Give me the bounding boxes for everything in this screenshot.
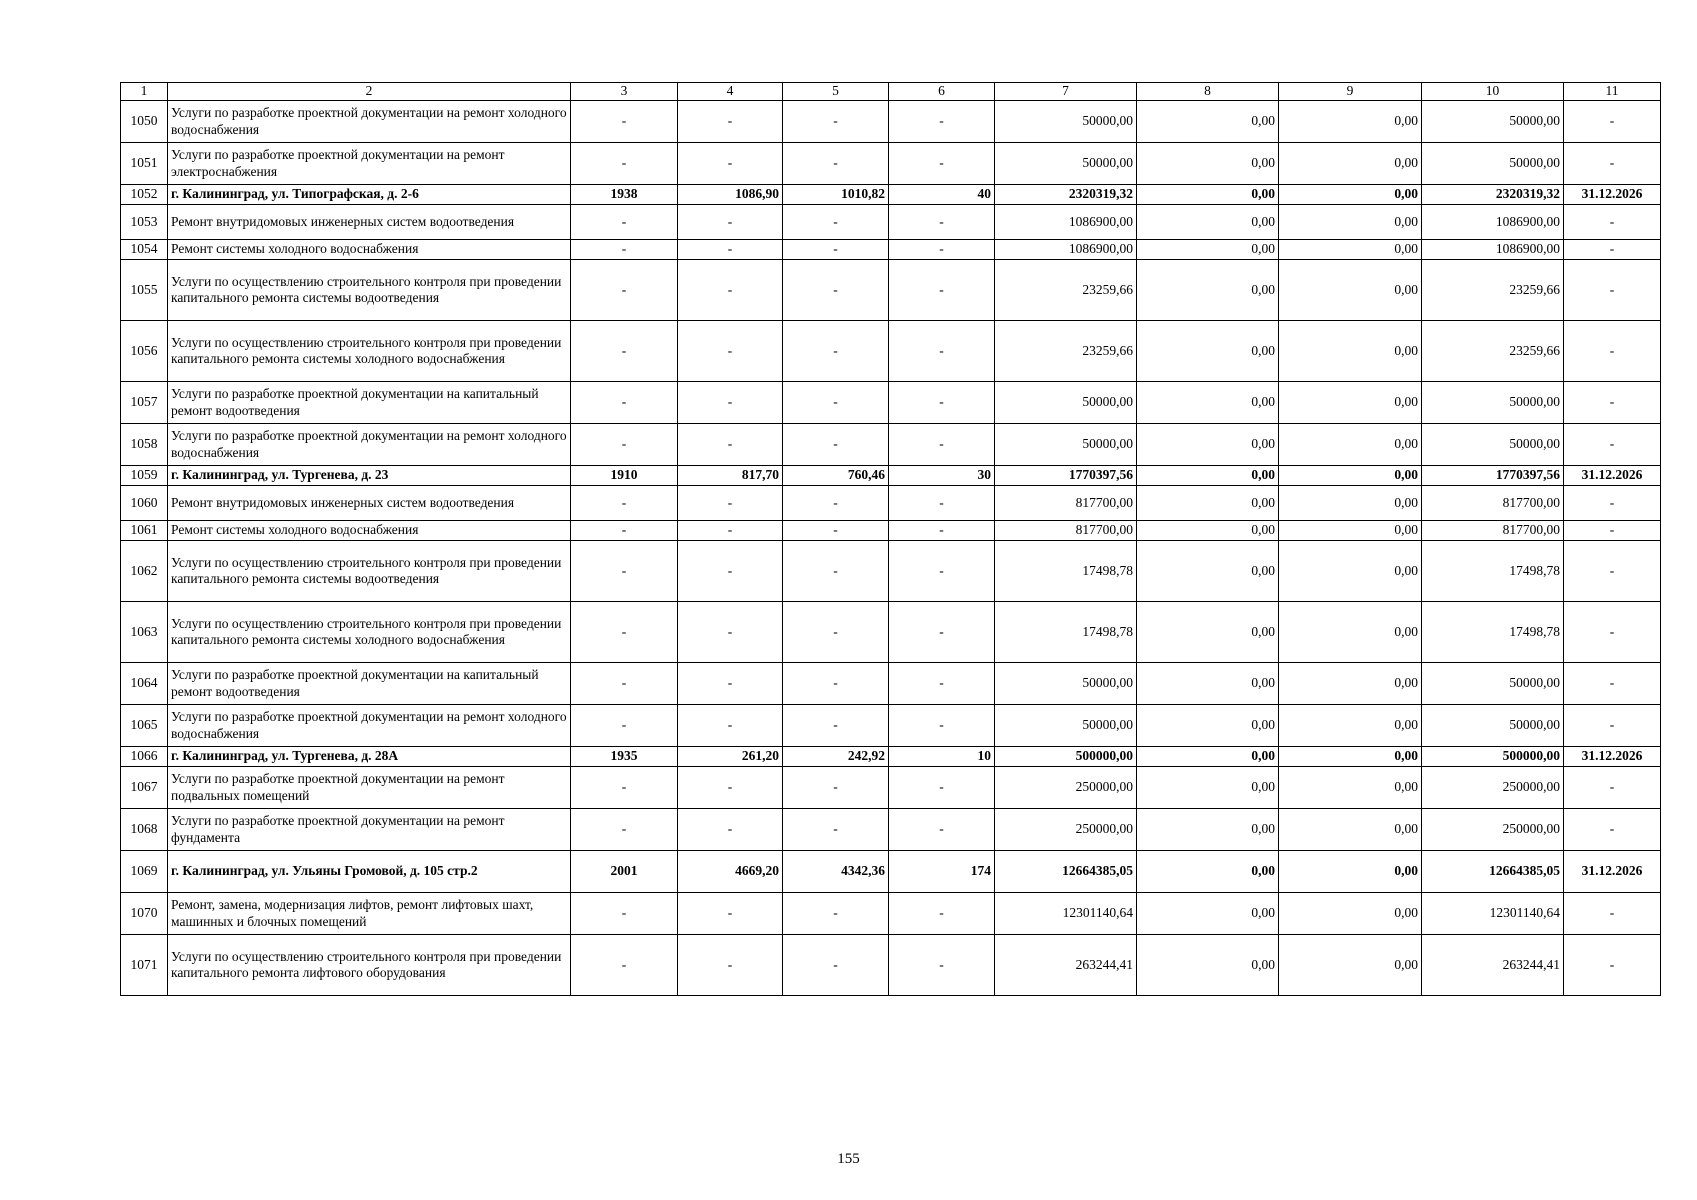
cell-col-10: 50000,00 bbox=[1422, 663, 1564, 705]
cell-col-4: - bbox=[678, 541, 783, 602]
work-description: Услуги по разработке проектной документации на ремонт холодного водоснабжения bbox=[168, 705, 571, 747]
cell-col-10: 50000,00 bbox=[1422, 424, 1564, 466]
column-header: 6 bbox=[889, 83, 995, 101]
cell-col-10: 50000,00 bbox=[1422, 101, 1564, 143]
cell-col-8: 0,00 bbox=[1137, 935, 1279, 996]
cell-col-8: 0,00 bbox=[1137, 747, 1279, 767]
cell-col-6: - bbox=[889, 521, 995, 541]
work-row bbox=[121, 321, 1661, 382]
cell-col-6: - bbox=[889, 143, 995, 185]
cell-col-3: - bbox=[571, 424, 678, 466]
cell-col-3: - bbox=[571, 260, 678, 321]
cell-col-5: - bbox=[783, 321, 889, 382]
work-description: г. Калининград, ул. Тургенева, д. 28А bbox=[168, 747, 571, 767]
cell-col-3: - bbox=[571, 541, 678, 602]
cell-col-8: 0,00 bbox=[1137, 851, 1279, 893]
row-number: 1065 bbox=[121, 705, 168, 747]
cell-col-10: 50000,00 bbox=[1422, 143, 1564, 185]
column-header: 8 bbox=[1137, 83, 1279, 101]
cell-col-11: - bbox=[1564, 260, 1661, 321]
cell-col-9: 0,00 bbox=[1279, 602, 1422, 663]
cell-col-3: 1935 bbox=[571, 747, 678, 767]
work-row bbox=[121, 382, 1661, 424]
cell-col-10: 17498,78 bbox=[1422, 541, 1564, 602]
cell-col-10: 817700,00 bbox=[1422, 521, 1564, 541]
work-description: Услуги по разработке проектной документации на ремонт электроснабжения bbox=[168, 143, 571, 185]
work-description: г. Калининград, ул. Тургенева, д. 23 bbox=[168, 466, 571, 486]
cell-col-4: - bbox=[678, 205, 783, 240]
cell-col-5: - bbox=[783, 205, 889, 240]
cell-col-11: - bbox=[1564, 705, 1661, 747]
cell-col-8: 0,00 bbox=[1137, 185, 1279, 205]
cell-col-4: - bbox=[678, 424, 783, 466]
cell-col-10: 12301140,64 bbox=[1422, 893, 1564, 935]
cell-col-10: 17498,78 bbox=[1422, 602, 1564, 663]
cell-col-9: 0,00 bbox=[1279, 466, 1422, 486]
cell-col-10: 500000,00 bbox=[1422, 747, 1564, 767]
cell-col-8: 0,00 bbox=[1137, 260, 1279, 321]
address-row bbox=[121, 747, 1661, 767]
cell-col-3: - bbox=[571, 521, 678, 541]
work-description: Ремонт внутридомовых инженерных систем водоотведения bbox=[168, 486, 571, 521]
cell-col-3: - bbox=[571, 935, 678, 996]
cell-col-3: - bbox=[571, 663, 678, 705]
work-row bbox=[121, 101, 1661, 143]
cell-col-11: - bbox=[1564, 101, 1661, 143]
cell-col-8: 0,00 bbox=[1137, 424, 1279, 466]
cell-col-9: 0,00 bbox=[1279, 541, 1422, 602]
cell-col-4: - bbox=[678, 486, 783, 521]
cell-col-8: 0,00 bbox=[1137, 541, 1279, 602]
cell-col-8: 0,00 bbox=[1137, 893, 1279, 935]
cell-col-7: 263244,41 bbox=[995, 935, 1137, 996]
cell-col-7: 1086900,00 bbox=[995, 205, 1137, 240]
column-header: 7 bbox=[995, 83, 1137, 101]
work-description: г. Калининград, ул. Типографская, д. 2-6 bbox=[168, 185, 571, 205]
cell-col-7: 50000,00 bbox=[995, 424, 1137, 466]
cell-col-5: - bbox=[783, 101, 889, 143]
address-row bbox=[121, 185, 1661, 205]
work-row bbox=[121, 240, 1661, 260]
work-description: Услуги по разработке проектной документации на ремонт холодного водоснабжения bbox=[168, 101, 571, 143]
work-row bbox=[121, 541, 1661, 602]
cell-col-6: - bbox=[889, 809, 995, 851]
cell-col-9: 0,00 bbox=[1279, 851, 1422, 893]
address-row bbox=[121, 851, 1661, 893]
work-row bbox=[121, 663, 1661, 705]
cell-col-11: 31.12.2026 bbox=[1564, 851, 1661, 893]
cell-col-6: - bbox=[889, 663, 995, 705]
cell-col-9: 0,00 bbox=[1279, 809, 1422, 851]
cell-col-11: - bbox=[1564, 809, 1661, 851]
work-row bbox=[121, 705, 1661, 747]
work-description: Услуги по осуществлению строительного контроля при проведении капитального ремонта системы водоотведения bbox=[168, 260, 571, 321]
cell-col-5: - bbox=[783, 521, 889, 541]
cell-col-8: 0,00 bbox=[1137, 602, 1279, 663]
cell-col-8: 0,00 bbox=[1137, 486, 1279, 521]
cell-col-5: - bbox=[783, 424, 889, 466]
cell-col-5: 760,46 bbox=[783, 466, 889, 486]
cell-col-11: - bbox=[1564, 143, 1661, 185]
work-description: Ремонт системы холодного водоснабжения bbox=[168, 521, 571, 541]
cell-col-9: 0,00 bbox=[1279, 935, 1422, 996]
cell-col-3: - bbox=[571, 101, 678, 143]
work-description: г. Калининград, ул. Ульяны Громовой, д. 105 стр.2 bbox=[168, 851, 571, 893]
cell-col-6: 174 bbox=[889, 851, 995, 893]
work-row bbox=[121, 424, 1661, 466]
cell-col-5: 1010,82 bbox=[783, 185, 889, 205]
cell-col-10: 23259,66 bbox=[1422, 321, 1564, 382]
cell-col-9: 0,00 bbox=[1279, 382, 1422, 424]
cell-col-4: 817,70 bbox=[678, 466, 783, 486]
cell-col-5: 242,92 bbox=[783, 747, 889, 767]
column-header: 2 bbox=[168, 83, 571, 101]
cell-col-7: 17498,78 bbox=[995, 602, 1137, 663]
cell-col-11: 31.12.2026 bbox=[1564, 747, 1661, 767]
cell-col-10: 50000,00 bbox=[1422, 705, 1564, 747]
cell-col-6: - bbox=[889, 240, 995, 260]
column-header: 11 bbox=[1564, 83, 1661, 101]
cell-col-4: - bbox=[678, 521, 783, 541]
cell-col-5: - bbox=[783, 767, 889, 809]
cell-col-5: - bbox=[783, 240, 889, 260]
cell-col-4: - bbox=[678, 663, 783, 705]
column-header: 3 bbox=[571, 83, 678, 101]
cell-col-5: - bbox=[783, 705, 889, 747]
row-number: 1059 bbox=[121, 466, 168, 486]
cell-col-7: 12301140,64 bbox=[995, 893, 1137, 935]
cell-col-8: 0,00 bbox=[1137, 321, 1279, 382]
cell-col-7: 1086900,00 bbox=[995, 240, 1137, 260]
cell-col-5: 4342,36 bbox=[783, 851, 889, 893]
cell-col-4: - bbox=[678, 321, 783, 382]
cell-col-7: 50000,00 bbox=[995, 705, 1137, 747]
cell-col-11: - bbox=[1564, 663, 1661, 705]
cell-col-6: - bbox=[889, 101, 995, 143]
cell-col-9: 0,00 bbox=[1279, 521, 1422, 541]
cell-col-8: 0,00 bbox=[1137, 382, 1279, 424]
cell-col-8: 0,00 bbox=[1137, 466, 1279, 486]
work-row bbox=[121, 521, 1661, 541]
work-description: Ремонт системы холодного водоснабжения bbox=[168, 240, 571, 260]
cell-col-4: - bbox=[678, 893, 783, 935]
cell-col-8: 0,00 bbox=[1137, 663, 1279, 705]
cell-col-7: 2320319,32 bbox=[995, 185, 1137, 205]
cell-col-3: - bbox=[571, 705, 678, 747]
row-number: 1071 bbox=[121, 935, 168, 996]
cell-col-11: - bbox=[1564, 321, 1661, 382]
cell-col-7: 50000,00 bbox=[995, 382, 1137, 424]
cell-col-6: - bbox=[889, 705, 995, 747]
row-number: 1068 bbox=[121, 809, 168, 851]
cell-col-10: 12664385,05 bbox=[1422, 851, 1564, 893]
cell-col-4: - bbox=[678, 260, 783, 321]
cell-col-3: - bbox=[571, 143, 678, 185]
cell-col-3: 1910 bbox=[571, 466, 678, 486]
work-description: Услуги по разработке проектной документации на ремонт холодного водоснабжения bbox=[168, 424, 571, 466]
cell-col-9: 0,00 bbox=[1279, 767, 1422, 809]
row-number: 1064 bbox=[121, 663, 168, 705]
cell-col-5: - bbox=[783, 602, 889, 663]
cell-col-8: 0,00 bbox=[1137, 767, 1279, 809]
cell-col-6: - bbox=[889, 205, 995, 240]
cell-col-4: - bbox=[678, 602, 783, 663]
row-number: 1054 bbox=[121, 240, 168, 260]
row-number: 1067 bbox=[121, 767, 168, 809]
column-number-row bbox=[121, 83, 1661, 101]
cell-col-6: - bbox=[889, 321, 995, 382]
cell-col-4: - bbox=[678, 705, 783, 747]
cell-col-11: - bbox=[1564, 424, 1661, 466]
cell-col-9: 0,00 bbox=[1279, 205, 1422, 240]
cell-col-6: 30 bbox=[889, 466, 995, 486]
work-row bbox=[121, 205, 1661, 240]
cell-col-8: 0,00 bbox=[1137, 143, 1279, 185]
work-description: Ремонт внутридомовых инженерных систем водоотведения bbox=[168, 205, 571, 240]
row-number: 1052 bbox=[121, 185, 168, 205]
work-description: Услуги по разработке проектной документации на ремонт подвальных помещений bbox=[168, 767, 571, 809]
cell-col-7: 17498,78 bbox=[995, 541, 1137, 602]
cell-col-9: 0,00 bbox=[1279, 143, 1422, 185]
column-header: 1 bbox=[121, 83, 168, 101]
cell-col-6: - bbox=[889, 602, 995, 663]
work-row bbox=[121, 602, 1661, 663]
cell-col-4: - bbox=[678, 240, 783, 260]
cell-col-7: 500000,00 bbox=[995, 747, 1137, 767]
cell-col-5: - bbox=[783, 809, 889, 851]
work-row bbox=[121, 893, 1661, 935]
column-header: 4 bbox=[678, 83, 783, 101]
cell-col-4: - bbox=[678, 935, 783, 996]
cell-col-7: 250000,00 bbox=[995, 809, 1137, 851]
cell-col-10: 1086900,00 bbox=[1422, 240, 1564, 260]
row-number: 1063 bbox=[121, 602, 168, 663]
cell-col-10: 50000,00 bbox=[1422, 382, 1564, 424]
cell-col-7: 23259,66 bbox=[995, 260, 1137, 321]
work-description: Услуги по осуществлению строительного контроля при проведении капитального ремонта системы водоотведения bbox=[168, 541, 571, 602]
cell-col-11: - bbox=[1564, 893, 1661, 935]
cell-col-6: - bbox=[889, 935, 995, 996]
cell-col-9: 0,00 bbox=[1279, 260, 1422, 321]
column-header: 5 bbox=[783, 83, 889, 101]
row-number: 1053 bbox=[121, 205, 168, 240]
cell-col-8: 0,00 bbox=[1137, 809, 1279, 851]
cell-col-3: - bbox=[571, 382, 678, 424]
cell-col-6: 10 bbox=[889, 747, 995, 767]
cell-col-9: 0,00 bbox=[1279, 240, 1422, 260]
cell-col-9: 0,00 bbox=[1279, 663, 1422, 705]
cell-col-8: 0,00 bbox=[1137, 705, 1279, 747]
cell-col-10: 1770397,56 bbox=[1422, 466, 1564, 486]
work-row bbox=[121, 935, 1661, 996]
cell-col-11: - bbox=[1564, 382, 1661, 424]
cell-col-6: - bbox=[889, 260, 995, 321]
cell-col-11: - bbox=[1564, 521, 1661, 541]
page-number: 155 bbox=[837, 1151, 860, 1167]
cell-col-9: 0,00 bbox=[1279, 705, 1422, 747]
work-description: Услуги по осуществлению строительного контроля при проведении капитального ремонта системы холодного водоснабжения bbox=[168, 602, 571, 663]
cell-col-11: - bbox=[1564, 486, 1661, 521]
cell-col-11: - bbox=[1564, 541, 1661, 602]
cell-col-6: - bbox=[889, 424, 995, 466]
work-description: Ремонт, замена, модернизация лифтов, ремонт лифтовых шахт, машинных и блочных помещений bbox=[168, 893, 571, 935]
cell-col-6: - bbox=[889, 893, 995, 935]
work-row bbox=[121, 143, 1661, 185]
cell-col-7: 817700,00 bbox=[995, 486, 1137, 521]
cell-col-3: - bbox=[571, 486, 678, 521]
row-number: 1062 bbox=[121, 541, 168, 602]
cell-col-3: 2001 bbox=[571, 851, 678, 893]
work-description: Услуги по разработке проектной документации на ремонт фундамента bbox=[168, 809, 571, 851]
cell-col-4: - bbox=[678, 767, 783, 809]
cell-col-3: - bbox=[571, 321, 678, 382]
cell-col-4: - bbox=[678, 809, 783, 851]
cell-col-10: 263244,41 bbox=[1422, 935, 1564, 996]
cell-col-11: - bbox=[1564, 205, 1661, 240]
cell-col-5: - bbox=[783, 143, 889, 185]
cell-col-4: - bbox=[678, 382, 783, 424]
cell-col-5: - bbox=[783, 260, 889, 321]
work-description: Услуги по разработке проектной документации на капитальный ремонт водоотведения bbox=[168, 382, 571, 424]
cell-col-3: - bbox=[571, 240, 678, 260]
cell-col-10: 250000,00 bbox=[1422, 767, 1564, 809]
cell-col-7: 817700,00 bbox=[995, 521, 1137, 541]
row-number: 1069 bbox=[121, 851, 168, 893]
column-header: 9 bbox=[1279, 83, 1422, 101]
row-number: 1057 bbox=[121, 382, 168, 424]
cell-col-3: 1938 bbox=[571, 185, 678, 205]
cell-col-5: - bbox=[783, 663, 889, 705]
cell-col-5: - bbox=[783, 893, 889, 935]
cell-col-10: 1086900,00 bbox=[1422, 205, 1564, 240]
cell-col-10: 2320319,32 bbox=[1422, 185, 1564, 205]
cell-col-4: 261,20 bbox=[678, 747, 783, 767]
cell-col-9: 0,00 bbox=[1279, 486, 1422, 521]
row-number: 1066 bbox=[121, 747, 168, 767]
repair-schedule-table bbox=[120, 82, 1661, 996]
row-number: 1051 bbox=[121, 143, 168, 185]
cell-col-11: - bbox=[1564, 602, 1661, 663]
cell-col-3: - bbox=[571, 602, 678, 663]
work-row bbox=[121, 486, 1661, 521]
cell-col-7: 50000,00 bbox=[995, 101, 1137, 143]
cell-col-3: - bbox=[571, 205, 678, 240]
cell-col-5: - bbox=[783, 541, 889, 602]
cell-col-11: 31.12.2026 bbox=[1564, 185, 1661, 205]
cell-col-10: 250000,00 bbox=[1422, 809, 1564, 851]
cell-col-4: - bbox=[678, 143, 783, 185]
cell-col-7: 250000,00 bbox=[995, 767, 1137, 809]
cell-col-3: - bbox=[571, 809, 678, 851]
cell-col-8: 0,00 bbox=[1137, 101, 1279, 143]
cell-col-9: 0,00 bbox=[1279, 185, 1422, 205]
address-row bbox=[121, 466, 1661, 486]
cell-col-6: - bbox=[889, 486, 995, 521]
cell-col-6: - bbox=[889, 382, 995, 424]
column-header: 10 bbox=[1422, 83, 1564, 101]
cell-col-7: 23259,66 bbox=[995, 321, 1137, 382]
cell-col-8: 0,00 bbox=[1137, 205, 1279, 240]
cell-col-11: 31.12.2026 bbox=[1564, 466, 1661, 486]
cell-col-9: 0,00 bbox=[1279, 424, 1422, 466]
cell-col-7: 1770397,56 bbox=[995, 466, 1137, 486]
cell-col-5: - bbox=[783, 935, 889, 996]
row-number: 1058 bbox=[121, 424, 168, 466]
work-description: Услуги по осуществлению строительного контроля при проведении капитального ремонта системы холодного водоснабжения bbox=[168, 321, 571, 382]
cell-col-5: - bbox=[783, 382, 889, 424]
row-number: 1056 bbox=[121, 321, 168, 382]
row-number: 1070 bbox=[121, 893, 168, 935]
work-row bbox=[121, 767, 1661, 809]
cell-col-9: 0,00 bbox=[1279, 321, 1422, 382]
cell-col-9: 0,00 bbox=[1279, 101, 1422, 143]
row-number: 1061 bbox=[121, 521, 168, 541]
row-number: 1060 bbox=[121, 486, 168, 521]
cell-col-10: 817700,00 bbox=[1422, 486, 1564, 521]
cell-col-8: 0,00 bbox=[1137, 240, 1279, 260]
work-row bbox=[121, 809, 1661, 851]
cell-col-10: 23259,66 bbox=[1422, 260, 1564, 321]
work-description: Услуги по разработке проектной документации на капитальный ремонт водоотведения bbox=[168, 663, 571, 705]
cell-col-11: - bbox=[1564, 767, 1661, 809]
cell-col-7: 50000,00 bbox=[995, 663, 1137, 705]
cell-col-4: 1086,90 bbox=[678, 185, 783, 205]
cell-col-8: 0,00 bbox=[1137, 521, 1279, 541]
row-number: 1055 bbox=[121, 260, 168, 321]
work-row bbox=[121, 260, 1661, 321]
cell-col-11: - bbox=[1564, 240, 1661, 260]
cell-col-9: 0,00 bbox=[1279, 747, 1422, 767]
cell-col-7: 50000,00 bbox=[995, 143, 1137, 185]
cell-col-3: - bbox=[571, 893, 678, 935]
cell-col-7: 12664385,05 bbox=[995, 851, 1137, 893]
cell-col-6: - bbox=[889, 767, 995, 809]
cell-col-9: 0,00 bbox=[1279, 893, 1422, 935]
cell-col-4: - bbox=[678, 101, 783, 143]
row-number: 1050 bbox=[121, 101, 168, 143]
cell-col-4: 4669,20 bbox=[678, 851, 783, 893]
cell-col-6: 40 bbox=[889, 185, 995, 205]
cell-col-5: - bbox=[783, 486, 889, 521]
cell-col-3: - bbox=[571, 767, 678, 809]
cell-col-6: - bbox=[889, 541, 995, 602]
cell-col-11: - bbox=[1564, 935, 1661, 996]
work-description: Услуги по осуществлению строительного контроля при проведении капитального ремонта лифтового оборудования bbox=[168, 935, 571, 996]
